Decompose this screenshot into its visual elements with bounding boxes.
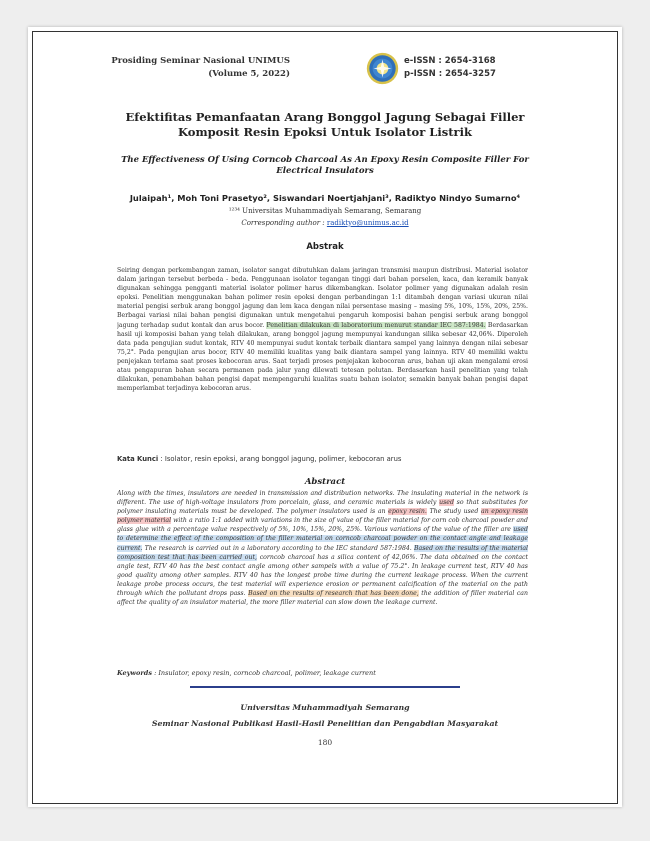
corresponding-label: Corresponding author : — [241, 219, 325, 227]
highlight-blue: Based on the results of the material composition test that has been carried out, — [117, 544, 528, 561]
highlight-red: an epoxy resin polymer material — [117, 508, 528, 525]
paper-title — [80, 110, 570, 140]
footer-university: Universitas Muhammadiyah Semarang — [240, 703, 410, 712]
highlight-red: used — [439, 499, 454, 507]
abstract-body — [117, 489, 528, 661]
eissn: e-ISSN : 2654-3168 — [404, 56, 496, 66]
university-seal-icon — [366, 52, 399, 85]
abstract-text: The research is carried out in a laboratory according to the IEC standard 587:1984. — [142, 544, 414, 552]
keywords-text: : Insulator, epoxy resin, corncob charcoal, polimer, leakage current — [154, 669, 376, 677]
kata-kunci-text: : Isolator, resin epoksi, arang bonggol jagung, polimer, kebocoran arus — [160, 455, 402, 463]
email-link[interactable]: radiktyo@unimus.ac.id — [326, 219, 409, 227]
abstract-heading: Abstract — [304, 477, 346, 487]
abstrak-text: Berdasarkan hasil uji komposisi bahan yang telah dilakukan, arang bonggol jagung mempunyai kandungan silika sebesar 42,06%. Diperoleh data pada pengujian sudut kontak, RTV 40 mempunyai sudut kontak terbaik diantara sampel yang lainnya dengan nilai sebesar 75,2°. Pada pengujian arus bocor, RTV 40 memiliki kualitas yang baik diantara sampel yang lainnya. RTV 40 memiliki waktu penjejakan terlama saat proses kebocoran arus. Saat terjadi proses penjejakan kebocoran arus, bahan uji akan mengalami erosi atau pengapuran bahan secara permanen pada jalur yang dilewati tetesan polutan. Berdasarkan hasil penelitian yang telah dilakukan, penambahan bahan pengisi dapat mempengaruhi kualitas suatu bahan isolator, semakin banyak bahan pengisi dapat memperlambat terjadinya kebocoran arus. — [117, 321, 528, 393]
journal-name — [111, 55, 290, 81]
abstrak-text: Seiring dengan perkembangan zaman, isolator sangat dibutuhkan dalam jaringan transmisi maupun distribusi. Material isolator dalam jaringan tersebut berbeda - beda. Penggunaan isolator tegangan tinggi dari bahan porselen, kaca, dan keramik banyak digunakan sehingga pengganti material isolator polimer harus dikembangkan. Isolator polimer yang digunakan adalah resin epoksi. Penelitian menggunakan bahan polimer resin epoksi dengan perbandingan 1:1 ditambah dengan variasi ukuran nilai material pengisi serbuk arang bonggol jagung dan lem kaca dengan nilai persentase masing – masing 5%, 10%, 15%, 20%, 25%. Berbagai variasi nilai bahan pengisi digunakan untuk mengetahui pengaruh komposisi bahan pengisi serbuk arang bonggol jagung terhadap sudut kontak dan arus bocor. — [117, 267, 528, 329]
journal-title: Prosiding Seminar Nasional UNIMUS — [111, 56, 290, 66]
footer-rule — [190, 686, 460, 688]
journal-header — [0, 52, 650, 92]
keywords — [117, 669, 528, 677]
title-line-1: Efektifitas Pemanfaatan Arang Bonggol Jagung Sebagai Filler — [125, 110, 525, 124]
abstract-text: the addition of filler material can affect the quality of an insulator material, the more filler material can slow down the leakage current. — [117, 590, 528, 607]
abstrak-heading: Abstrak — [306, 242, 344, 252]
keywords-label: Keywords — [117, 669, 152, 677]
highlight-green: Penelitian dilakukan di laboratorium menurut standar IEC 587:1984. — [266, 321, 486, 329]
highlight-orange: Based on the results of research that has been done, — [248, 590, 419, 598]
abstract-text: The study used — [426, 508, 481, 516]
highlight-red: epoxy resin. — [388, 508, 427, 516]
abstract-text: so that substitutes for polymer insulating materials must be developed. The polymer insulators used is an — [117, 499, 528, 516]
title-line-2: Komposit Resin Epoksi Untuk Isolator Listrik — [178, 125, 472, 139]
author-list: Julaipah¹, Moh Toni Prasetyo², Siswandari Noertjahjani³, Radiktyo Nindyo Sumarno⁴ — [129, 193, 521, 203]
footer-seminar: Seminar Nasional Publikasi Hasil-Hasil Penelitian dan Pengabdian Masyarakat — [151, 719, 499, 728]
kata-kunci — [117, 455, 528, 463]
affiliation: ¹²³⁴ Universitas Muhammadiyah Semarang, Semarang — [228, 207, 422, 215]
kata-kunci-label: Kata Kunci — [117, 455, 159, 463]
highlight-blue: used to determine the effect of the composition of the filler material on corncob charcoal powder on the contact angle and leakage current. — [117, 526, 528, 552]
abstract-text: with a ratio 1:1 added with variations in the size of value of the filler material for corn cob charcoal powder and glass glue with a percentage value respectively of 5%, 10%, 15%, 20%, 25%. Various variations of the value of the filler are — [117, 517, 528, 534]
abstract-text: Along with the times, insulators are needed in transmission and distribution networks. The insulating material in the network is different. The use of high-voltage insulators from porcelain, glass, and ceramic materials is widely — [117, 490, 528, 507]
issn-block — [404, 55, 496, 81]
english-title-line-2: Electrical Insulators — [276, 166, 374, 176]
journal-volume: (Volume 5, 2022) — [208, 69, 290, 79]
english-title — [110, 155, 540, 177]
page-number: 180 — [317, 738, 333, 747]
abstrak-body — [117, 266, 528, 459]
pissn: p-ISSN : 2654-3257 — [404, 69, 496, 79]
abstract-text: corncob charcoal has a silica content of 42,06%. The data obtained on the contact angle test, RTV 40 has the best contact angle among other sampels with a value of 75.2°. In leakage current test, RTV 40 has good quality among other samples. RTV 40 has the longest probe time during the current leakage process. When the current leakage probe process occurs, the test material will experience erosion or permanent calcification of the material on the path through which the pollutant drops pass. — [117, 553, 528, 598]
corresponding-author — [60, 219, 590, 227]
english-title-line-1: The Effectiveness Of Using Corncob Charcoal As An Epoxy Resin Composite Filler For — [121, 155, 529, 165]
